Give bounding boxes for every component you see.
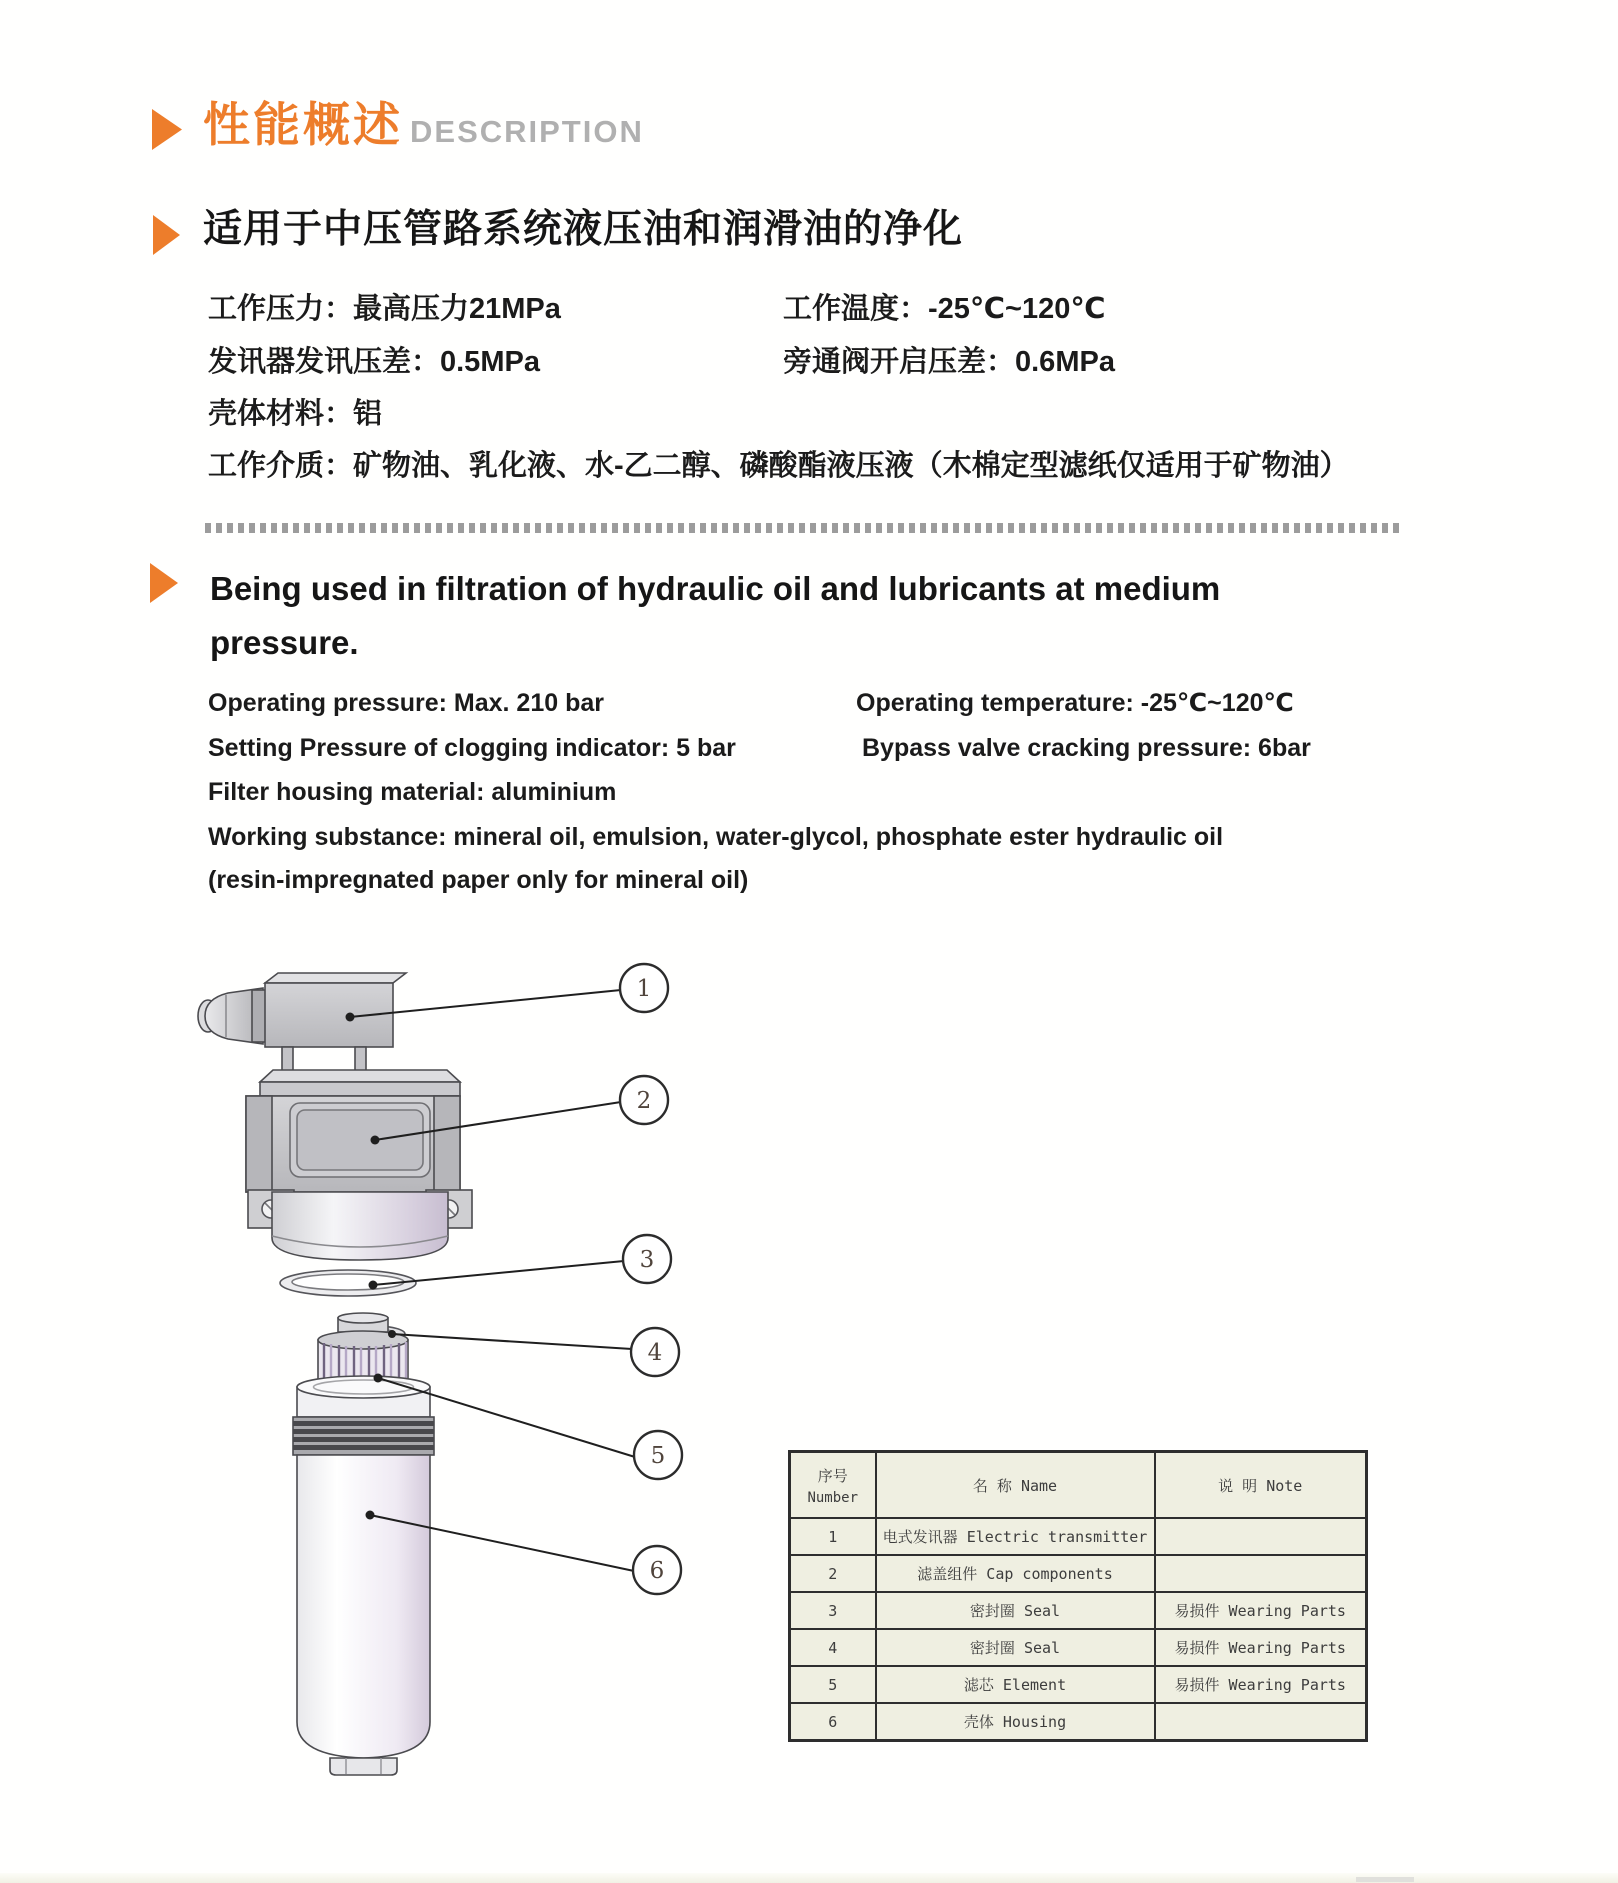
cell-name: 密封圈 Seal (876, 1592, 1155, 1629)
cell-name: 滤芯 Element (876, 1666, 1155, 1703)
callout-1 (620, 964, 668, 1012)
header-cell-number (790, 1452, 876, 1519)
cell-name: 滤盖组件 Cap components (876, 1555, 1155, 1592)
callout-4-label: 4 (647, 1340, 663, 1366)
cell-number: 5 (790, 1666, 876, 1703)
en-spec-material: Filter housing material: aluminium (208, 778, 617, 806)
cell-note (1155, 1555, 1367, 1592)
header-number-cn: 序号 (817, 1466, 848, 1485)
callout-3 (623, 1235, 671, 1283)
cn-spec-temperature: 工作温度：-25℃~120℃ (783, 293, 1106, 325)
callout-1-label: 1 (636, 976, 652, 1002)
callout-5-label: 5 (650, 1443, 666, 1469)
en-heading-line1: Being used in filtration of hydraulic oil and lubricants at medium (210, 570, 1221, 607)
cn-spec-material: 壳体材料：铝 (208, 398, 383, 430)
cell-number: 4 (790, 1629, 876, 1666)
cn-heading-arrow-icon (153, 215, 180, 255)
cn-spec-indicator: 发讯器发讯压差：0.5MPa (208, 346, 540, 378)
callout-2 (620, 1076, 668, 1124)
page-title-en: DESCRIPTION (410, 114, 644, 149)
callout-balloons (620, 964, 682, 1594)
callout-5 (634, 1431, 682, 1479)
table-row (790, 1629, 1367, 1666)
en-heading-line2: pressure. (210, 624, 359, 661)
page-title: 性能概述 (203, 98, 403, 151)
cell-name: 密封圈 Seal (876, 1629, 1155, 1666)
cell-number: 2 (790, 1555, 876, 1592)
table-row (790, 1592, 1367, 1629)
dotted-divider (205, 523, 1401, 533)
callout-2-label: 2 (636, 1088, 652, 1114)
table-header-row (790, 1452, 1367, 1519)
en-spec-temperature: Operating temperature: -25℃~120℃ (856, 689, 1294, 717)
cell-note: 易损件 Wearing Parts (1155, 1666, 1367, 1703)
cn-spec-pressure: 工作压力：最高压力21MPa (208, 293, 561, 325)
part-housing (293, 1376, 434, 1775)
cell-note: 易损件 Wearing Parts (1155, 1629, 1367, 1666)
table-row (790, 1666, 1367, 1703)
table-row (790, 1555, 1367, 1592)
callout-6 (633, 1546, 681, 1594)
en-heading-arrow-icon (150, 563, 178, 603)
callout-6-label: 6 (649, 1558, 665, 1584)
cn-spec-media: 工作介质：矿物油、乳化液、水-乙二醇、磷酸酯液压液（木棉定型滤纸仅适用于矿物油） (208, 450, 1349, 482)
en-spec-media: Working substance: mineral oil, emulsion, water-glycol, phosphate ester hydraulic oil (208, 823, 1224, 851)
cell-note (1155, 1703, 1367, 1741)
parts-table (788, 1450, 1368, 1742)
en-spec-pressure: Operating pressure: Max. 210 bar (208, 689, 604, 717)
cn-spec-bypass: 旁通阀开启压差：0.6MPa (783, 346, 1115, 378)
cell-number: 3 (790, 1592, 876, 1629)
callout-3-label: 3 (639, 1247, 655, 1273)
table-row (790, 1703, 1367, 1741)
en-heading (210, 562, 1220, 670)
exploded-view-diagram (160, 950, 720, 1785)
en-spec-media-note: (resin-impregnated paper only for mineral oil) (208, 866, 749, 894)
part-electric-transmitter (198, 973, 406, 1074)
cell-number: 1 (790, 1518, 876, 1555)
header-number-en: Number (807, 1489, 859, 1506)
cell-note (1155, 1518, 1367, 1555)
page-bottom-mark (1356, 1877, 1414, 1882)
cell-note: 易损件 Wearing Parts (1155, 1592, 1367, 1629)
callout-4 (631, 1328, 679, 1376)
cell-name: 电式发讯器 Electric transmitter (876, 1518, 1155, 1555)
part-cap-components (246, 1070, 472, 1260)
header-cell-name: 名 称 Name (876, 1452, 1155, 1519)
header-cell-note: 说 明 Note (1155, 1452, 1367, 1519)
en-spec-bypass: Bypass valve cracking pressure: 6bar (862, 734, 1311, 762)
cell-number: 6 (790, 1703, 876, 1741)
en-spec-indicator: Setting Pressure of clogging indicator: 5 bar (208, 734, 736, 762)
cn-heading: 适用于中压管路系统液压油和润滑油的净化 (203, 208, 964, 251)
section-arrow-icon (152, 109, 182, 150)
table-row (790, 1518, 1367, 1555)
cell-name: 壳体 Housing (876, 1703, 1155, 1741)
